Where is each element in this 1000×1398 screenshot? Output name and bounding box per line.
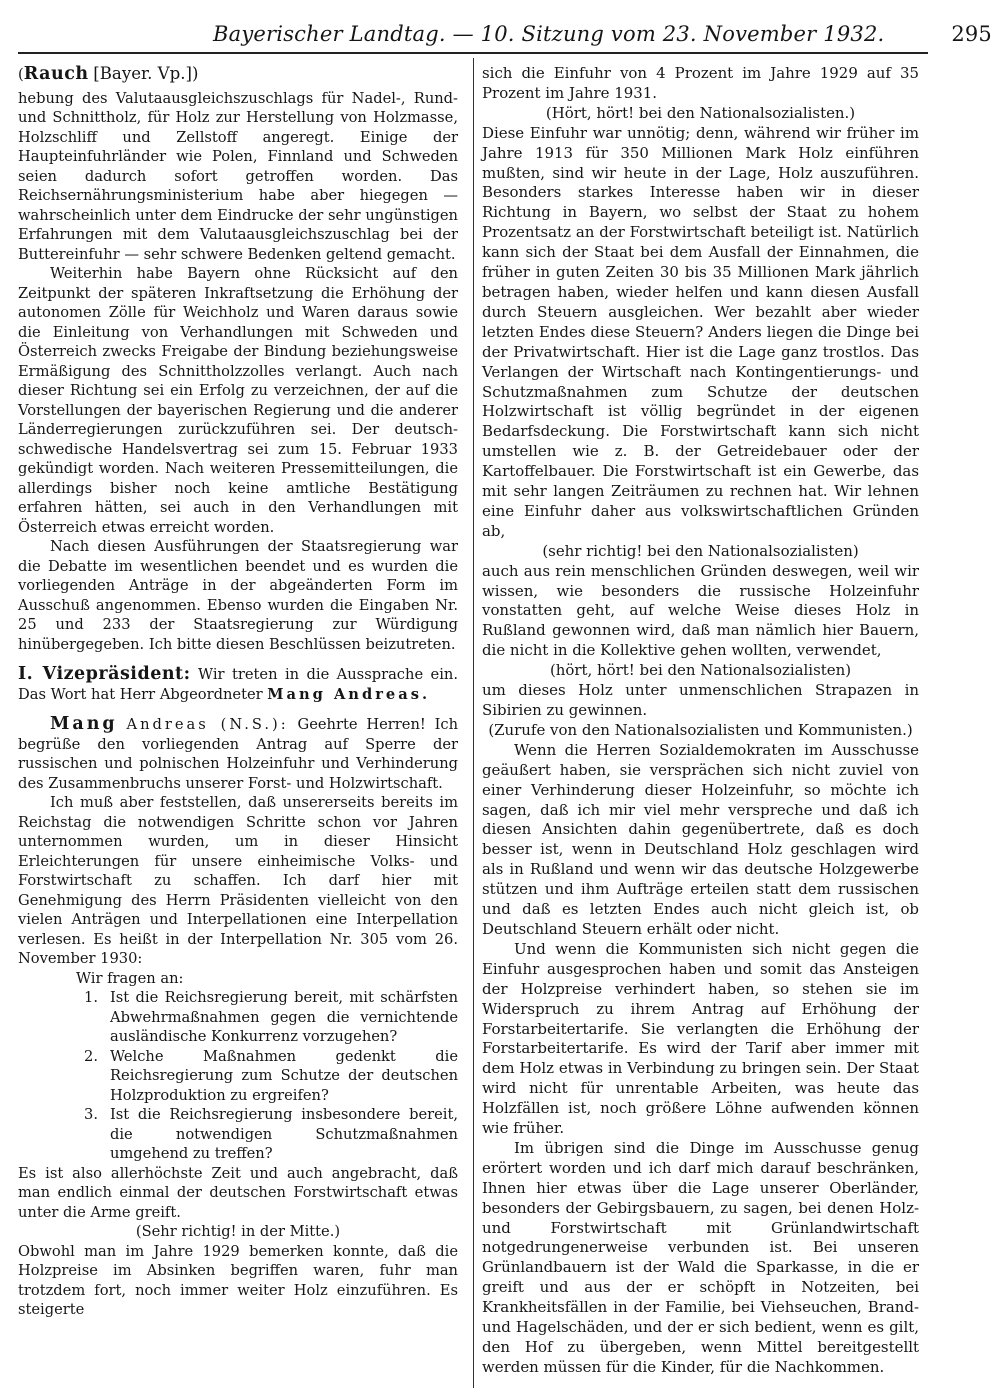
mang-statement: Mang Andreas (N.S.): Geehrte Herren! Ich begrüße den vorliegenden Antrag auf Sperre der russischen und polnischen Holzeinfuhr und Verhinderung des Zusammenbruchs unserer Forst- und Holzwirtschaft. (18, 714, 458, 792)
paragraph: Nach diesen Ausführungen der Staatsregierung war die Debatte im wesentlichen beendet und es wurden die vorliegenden Anträge in der abgeänderten Form im Ausschuß angenommen. Ebenso wurden die Eingaben Nr. 25 und 233 der Staatsregierung zur Würdigung hinübergegeben. Ich bitte diesen Beschlüssen beizutreten. (18, 538, 458, 653)
paragraph: Obwohl man im Jahre 1929 bemerken konnte, daß die Holzpreise im Absinken begriffen waren, fuhr man trotzdem fort, noch immer weiter Holz einzuführen. Es steigerte (18, 1242, 458, 1318)
quote-item: 1. Ist die Reichsregierung bereit, mit schärfsten Abwehrmaßnahmen gegen die vernichtende ausländische Konkurrenz vorzugehen? (84, 989, 458, 1045)
paragraph: Weiterhin habe Bayern ohne Rücksicht auf den Zeitpunkt der späteren Inkraftsetzung die Erhöhung der autonomen Zölle für Weichholz und Waren daraus sowie die Einleitung von Verhandlungen mit Schweden und Österreich zwecks Freigabe der Bindung beziehungsweise Ermäßigung des Schnittholzzolles verlangt. Auch nach dieser Richtung sei ein Erfolg zu verzeichnen, der auf die Vorstellungen der bayerischen Regierung und die anderer Länderregierungen zurückzuführen sei. Der deutsch-schwedische Handelsvertrag sei zum 15. Februar 1933 gekündigt worden. Nach weiteren Pressemitteilungen, die allerdings bisher noch keine amtliche Bestätigung erfahren hätten, sei auch in den Verhandlungen mit Österreich etwas erreicht worden. (18, 265, 458, 536)
quote-intro: Wir fragen an: (76, 969, 184, 987)
right-column (482, 64, 919, 1378)
mang-party: Andreas (N.S.): (126, 716, 289, 733)
named-speaker: Mang Andreas. (267, 685, 431, 703)
page-header (18, 22, 992, 50)
paragraph: um dieses Holz unter unmenschlichen Strapazen in Sibirien zu gewinnen. (482, 681, 919, 719)
interjection: (hört, hört! bei den Nationalsozialisten) (549, 661, 852, 680)
speaker-name: Rauch (23, 64, 89, 84)
quote-item: 3. Ist die Reichsregierung insbesondere bereit, die notwendigen Schutzmaßnahmen umgehend zu treffen? (84, 1106, 458, 1162)
left-column (18, 64, 458, 1320)
mang-label: Mang (50, 714, 118, 734)
quote-item: 2. Welche Maßnahmen gedenkt die Reichsregierung zum Schutze der deutschen Holzproduktion zu ergreifen? (84, 1047, 458, 1104)
running-title: Bayerischer Landtag. — 10. Sitzung vom 23. November 1932. (213, 22, 885, 46)
speaker-party: [Bayer. Vp.]) (93, 64, 199, 83)
paragraph: Im übrigen sind die Dinge im Ausschusse genug erörtert worden und ich darf mich darauf beschränken, Ihnen hier etwas über die Lage unserer Oberländer, besonders der Gebirgsbauern, zu sagen, bei denen Holz- und Forstwirtschaft mit Grünlandwirtschaft notgedrungenerweise verbunden ist. Bei unseren Grünlandbauern ist der Wald die Sparkasse, in die er greift und aus der er schöpft in Notzeiten, bei Krankheitsfällen in der Familie, bei Viehseuchen, Brand- und Hagelschäden, und der er sich bedient, wenn es gilt, den Hof zu übergeben, wenn Mittel bereitgestellt werden müssen für die Kinder, für die Nachkommen. (482, 1138, 919, 1376)
paragraph: hebung des Valutaausgleichszuschlags für Nadel-, Rund- und Schnittholz, für Holz zur Herstellung von Holzmasse, Holzschliff und Zellstoff angeregt. Einige der Haupteinfuhrländer wie Polen, Finnland und Schweden seien dadurch sofort getroffen worden. Das Reichsernährungsministerium habe aber hiegegen — wahrscheinlich unter dem Eindrucke der sehr ungünstigen Erfahrungen mit dem Valutaausgleichszuschlag bei der Buttereinfuhr — sehr schwere Bedenken geltend gemacht. (18, 89, 458, 263)
paragraph: Es ist also allerhöchste Zeit und auch angebracht, daß man endlich einmal der deutschen Forstwirtschaft etwas unter die Arme greift. (18, 1164, 458, 1221)
vice-president-label: I. Vizepräsident: (18, 664, 191, 684)
speaker-continuation: (Rauch [Bayer. Vp.]) (18, 64, 199, 84)
column-divider (473, 58, 474, 1388)
interjection: (Sehr richtig! in der Mitte.) (135, 1223, 341, 1240)
paragraph: Wenn die Herren Sozialdemokraten im Ausschusse geäußert haben, sie versprächen sich nicht zuviel von einer Verhinderung dieser Holzeinfuhr, so möchte ich sagen, daß ich mir viel mehr verspreche und daß ich diesen Ansichten dahin gegenübertrete, daß es doch besser ist, wenn in Deutschland Holz geschlagen wird als in Rußland und wenn wir das deutsche Holzgewerbe stützen und ihm Aufträge erteilen statt dem russischen und daß es letzten Endes auch nicht gleich ist, ob Deutschland Steuern erhält oder nicht. (482, 740, 919, 938)
paragraph: auch aus rein menschlichen Gründen deswegen, weil wir wissen, wie besonders die russische Holzeinfuhr vonstatten geht, auf welche Weise dieses Holz in Rußland gewonnen wird, daß man nämlich hier Bauern, die nicht in die Kollektive gehen wollten, verwendet, (482, 561, 919, 660)
header-rule (18, 52, 928, 54)
paragraph: Diese Einfuhr war unnötig; denn, während wir früher im Jahre 1913 für 350 Millionen Mark Holz einführen mußten, sind wir heute in der Lage, Holz auszuführen. Besonders starkes Interesse haben wir in dieser Richtung in Bayern, wo selbst der Staat zu hohem Prozentsatz an der Forstwirtschaft beteiligt ist. Natürlich kann sich der Staat bei dem Ausfall der Einnahmen, die früher in guten Zeiten 30 bis 35 Millionen Mark jährlich betragen haben, wieder helfen und kann diesen Ausfall durch Steuern ausgleichen. Wer bezahlt aber wieder letzten Endes diese Steuern? Anders liegen die Dinge bei der Privatwirtschaft. Hier ist die Lage ganz trostlos. Das Verlangen der Wirtschaft nach Kontingentierungs- und Schutzmaßnahmen zum Schutze der deutschen Holzwirtschaft ist völlig begründet in der eigenen Bedarfsdeckung. Die Forstwirtschaft kann sich nicht umstellen wie z. B. der Getreidebauer oder der Kartoffelbauer. Die Forstwirtschaft ist ein Gewerbe, das mit sehr langen Zeiträumen zu rechnen hat. Wir lehnen eine Einfuhr daher aus volkswirtschaftlichen Gründen ab, (482, 123, 919, 540)
vice-president-statement: I. Vizepräsident: Wir treten in die Aussprache ein. Das Wort hat Herr Abgeordneter Mang Andreas. (18, 664, 458, 703)
paragraph: Und wenn die Kommunisten sich nicht gegen die Einfuhr ausgesprochen haben und somit das Ansteigen der Holzpreise verhindert haben, so stehen sie im Widerspruch zu ihrem Antrag auf Erhöhung der Forstarbeitertarife. Sie verlangten die Erhöhung der Forstarbeitertarife. Es wird der Tarif aber immer mit dem Holz etwas in Verbindung zu bringen sein. Der Staat wird nicht für unrentable Arbeiten, was heute das Holzfällen ist, noch größere Löhne aufwenden können wie früher. (482, 939, 919, 1138)
page-number: 295 (951, 22, 992, 46)
paragraph: Ich muß aber feststellen, daß unsererseits bereits im Reichstag die notwendigen Schritte schon vor Jahren unternommen wurden, um in dieser Hinsicht Erleichterungen für unsere einheimische Volks- und Forstwirtschaft zu schaffen. Ich darf hier mit Genehmigung des Herrn Präsidenten vielleicht von den vielen Anträgen und Interpellationen eine Interpellation verlesen. Es heißt in der Interpellation Nr. 305 vom 26. November 1930: (18, 794, 458, 967)
interjection: (Hört, hört! bei den Nationalsozialisten.) (545, 103, 856, 122)
interjection: (sehr richtig! bei den Nationalsozialisten) (542, 541, 859, 560)
interjection: (Zurufe von den Nationalsozialisten und Kommunisten.) (488, 720, 913, 739)
paragraph: sich die Einfuhr von 4 Prozent im Jahre 1929 auf 35 Prozent im Jahre 1931. (482, 64, 919, 102)
